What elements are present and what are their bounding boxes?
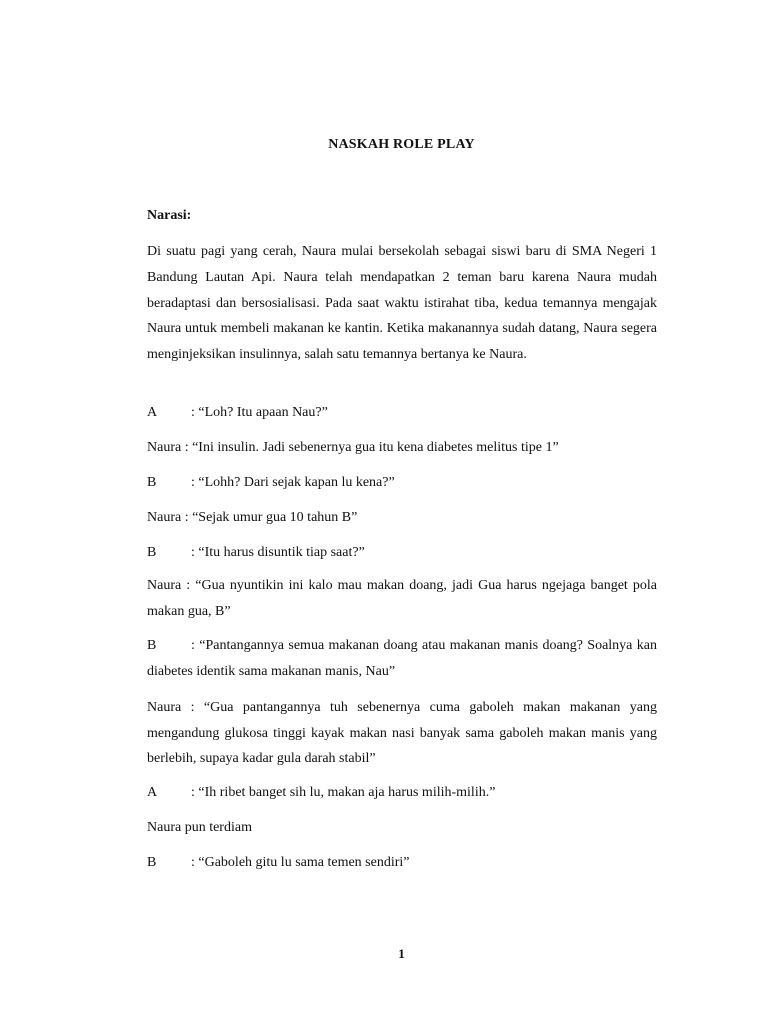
document-title: NASKAH ROLE PLAY	[328, 137, 475, 152]
speaker-label: Naura	[147, 440, 182, 455]
dialogue-text: : “Loh? Itu apaan Nau?”	[191, 405, 328, 420]
dialogue-line	[147, 573, 657, 624]
dialogue-text: : “Gaboleh gitu lu sama temen sendiri”	[191, 855, 410, 870]
dialogue-line	[147, 435, 657, 461]
speaker-label: B	[147, 475, 157, 490]
narration-heading: Narasi:	[147, 208, 192, 223]
dialogue-text: : “Gua pantangannya tuh sebenernya cuma gaboleh makan makanan yang mengandung glukosa tinggi kayak makan nasi banyak sama gaboleh makan manis yang berlebih, supaya kadar gula darah stabil”	[147, 700, 657, 766]
dialogue-text: : “Gua nyuntikin ini kalo mau makan doang, jadi Gua harus ngejaga banget pola makan gua, B”	[147, 578, 657, 619]
narration-line	[147, 815, 657, 841]
dialogue-line	[147, 505, 657, 531]
dialogue-line	[147, 850, 657, 876]
speaker-label: B	[147, 855, 157, 870]
dialogue-line	[147, 540, 657, 566]
narration-text: Naura pun terdiam	[147, 820, 252, 835]
speaker-label: A	[147, 405, 158, 420]
dialogue-text: : “Itu harus disuntik tiap saat?”	[191, 545, 365, 560]
dialogue-line	[147, 695, 657, 772]
dialogue-line	[147, 780, 657, 806]
speaker-label: Naura	[147, 578, 182, 593]
speaker-label: Naura	[147, 700, 182, 715]
dialogue-text: : “Ih ribet banget sih lu, makan aja harus milih-milih.”	[191, 785, 496, 800]
narration-paragraph: Di suatu pagi yang cerah, Naura mulai bersekolah sebagai siswi baru di SMA Negeri 1 Bandung Lautan Api. Naura telah mendapatkan 2 teman baru karena Naura mudah beradaptasi dan bersosialisasi. Pada saat waktu istirahat tiba, kedua temannya mengajak Naura untuk membeli makanan ke kantin. Ketika makanannya sudah datang, Naura segera menginjeksikan insulinnya, salah satu temannya bertanya ke Naura.	[147, 244, 657, 363]
dialogue-text: : “Ini insulin. Jadi sebenernya gua itu kena diabetes melitus tipe 1”	[181, 440, 559, 455]
speaker-label: B	[147, 638, 157, 653]
speaker-label: B	[147, 545, 157, 560]
dialogue-line	[147, 633, 657, 684]
speaker-label: Naura	[147, 510, 182, 525]
page-number: 1	[398, 946, 405, 961]
dialogue-text: : “Pantangannya semua makanan doang atau makanan manis doang? Soalnya kan diabetes identik sama makanan manis, Nau”	[147, 638, 657, 679]
speaker-label: A	[147, 785, 158, 800]
dialogue-text: : “Lohh? Dari sejak kapan lu kena?”	[191, 475, 395, 490]
dialogue-text: : “Sejak umur gua 10 tahun B”	[181, 510, 358, 525]
dialogue-line	[147, 400, 657, 426]
dialogue-line	[147, 470, 657, 496]
